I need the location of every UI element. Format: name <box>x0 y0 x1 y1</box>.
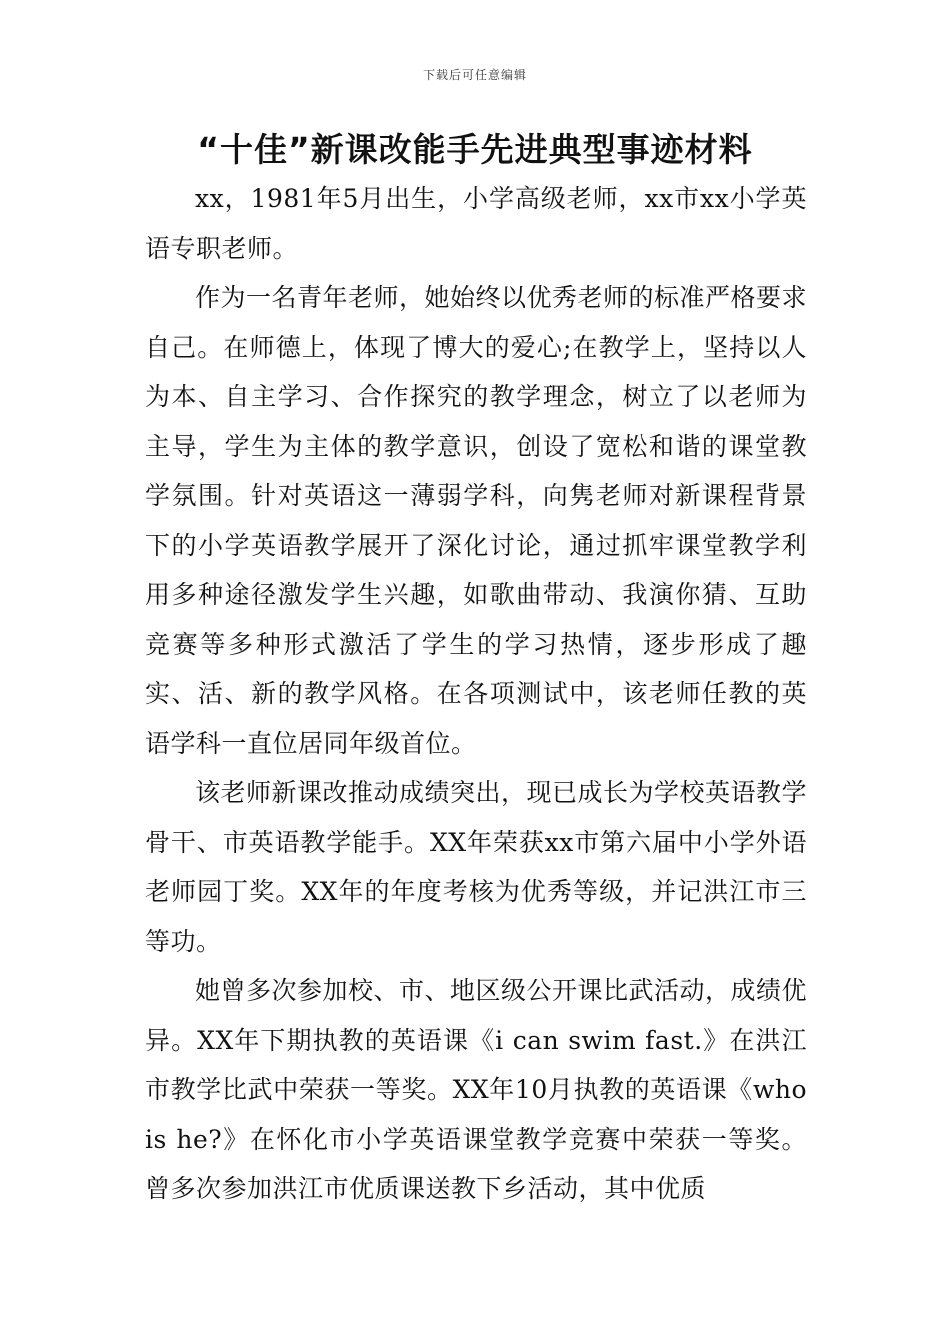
paragraph-1: xx，1981年5月出生，小学高级老师，xx市xx小学英语专职老师。 <box>145 184 807 263</box>
document-body <box>145 174 807 1214</box>
paragraph-4: 她曾多次参加校、市、地区级公开课比武活动，成绩优异。XX年下期执教的英语课《i can swim fast.》在洪江市教学比武中荣获一等奖。XX年10月执教的英语课《who is he?》在怀化市小学英语课堂教学竞赛中荣获一等奖。曾多次参加洪江市优质课送教下乡活动，其中优质 <box>145 976 808 1203</box>
header-note: 下载后可任意编辑 <box>422 68 527 82</box>
document-title: “十佳”新课改能手先进典型事迹材料 <box>197 130 753 169</box>
paragraph-2: 作为一名青年老师，她始终以优秀老师的标准严格要求自己。在师德上，体现了博大的爱心;在教学上，坚持以人为本、自主学习、合作探究的教学理念，树立了以老师为主导，学生为主体的教学意识，创设了宽松和谐的课堂教学氛围。针对英语这一薄弱学科，向隽老师对新课程背景下的小学英语教学展开了深化讨论，通过抓牢课堂教学利用多种途径激发学生兴趣，如歌曲带动、我演你猜、互助竞赛等多种形式激活了学生的学习热情，逐步形成了趣实、活、新的教学风格。在各项测试中，该老师任教的英语学科一直位居同年级首位。 <box>145 283 808 758</box>
paragraph-3: 该老师新课改推动成绩突出，现已成长为学校英语教学骨干、市英语教学能手。XX年荣获xx市第六届中小学外语老师园丁奖。XX年的年度考核为优秀等级，并记洪江市三等功。 <box>145 778 808 956</box>
